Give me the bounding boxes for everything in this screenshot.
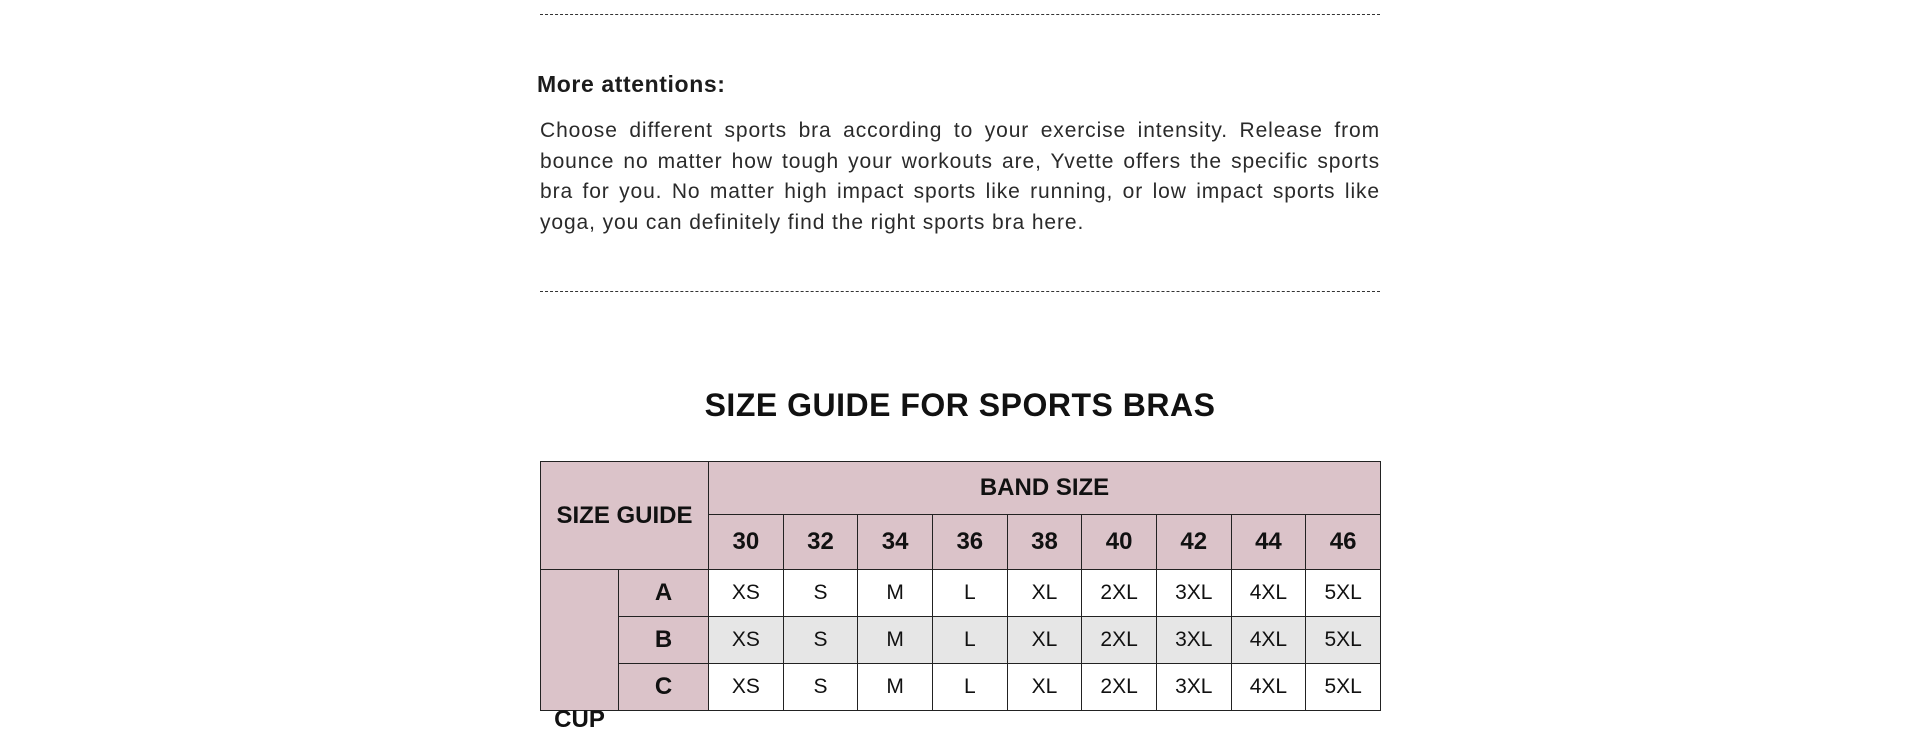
size-cell: S xyxy=(783,664,858,711)
size-cell: 4XL xyxy=(1231,664,1306,711)
size-guide-corner-label: SIZE GUIDE xyxy=(541,462,709,570)
table-row xyxy=(541,570,1381,617)
attentions-body-text: Choose different sports bra according to your exercise intensity. Release from bounce no matter how tough your workouts are, Yvette offers the specific sports bra for you. No matter high impact sports like running, or low impact sports like yoga, you can definitely find the right sports bra here. xyxy=(540,119,1380,234)
size-cell: M xyxy=(858,570,933,617)
divider-dashed-bottom xyxy=(540,291,1380,292)
cup-label-text: CUP xyxy=(554,706,605,733)
size-cell: 5XL xyxy=(1306,570,1381,617)
size-cell: 2XL xyxy=(1082,664,1157,711)
size-cell: XL xyxy=(1007,617,1082,664)
size-cell: S xyxy=(783,570,858,617)
band-size-header: BAND SIZE xyxy=(709,462,1381,515)
size-cell: 3XL xyxy=(1156,617,1231,664)
band-size-cell: 46 xyxy=(1306,515,1381,570)
size-guide-title: SIZE GUIDE FOR SPORTS BRAS xyxy=(704,387,1216,423)
size-cell: L xyxy=(932,664,1007,711)
band-header-row xyxy=(541,462,1381,515)
band-size-cell: 40 xyxy=(1082,515,1157,570)
band-size-cell: 34 xyxy=(858,515,933,570)
cup-letter-cell: C xyxy=(619,664,709,711)
size-cell: XL xyxy=(1007,570,1082,617)
size-cell: 2XL xyxy=(1082,617,1157,664)
cup-label xyxy=(541,570,619,733)
size-cell: L xyxy=(932,570,1007,617)
size-cell: XS xyxy=(709,617,784,664)
size-cell: S xyxy=(783,617,858,664)
size-cell: L xyxy=(932,617,1007,664)
band-size-cell: 42 xyxy=(1156,515,1231,570)
band-size-cell: 32 xyxy=(783,515,858,570)
size-cell: 3XL xyxy=(1156,664,1231,711)
size-cell: 5XL xyxy=(1306,664,1381,711)
content-column xyxy=(537,0,1380,733)
size-cell: XS xyxy=(709,664,784,711)
size-cell: 2XL xyxy=(1082,570,1157,617)
size-cell: 3XL xyxy=(1156,570,1231,617)
table-row xyxy=(541,617,1381,664)
size-cell: M xyxy=(858,664,933,711)
size-cell: M xyxy=(858,617,933,664)
size-guide-table xyxy=(540,461,1381,733)
size-cell: XS xyxy=(709,570,784,617)
band-size-cell: 30 xyxy=(709,515,784,570)
cup-letter-cell: B xyxy=(619,617,709,664)
band-size-cell: 36 xyxy=(932,515,1007,570)
table-row xyxy=(541,664,1381,711)
cup-letter-cell: A xyxy=(619,570,709,617)
band-size-cell: 38 xyxy=(1007,515,1082,570)
size-cell: 4XL xyxy=(1231,570,1306,617)
size-cell: 4XL xyxy=(1231,617,1306,664)
band-size-cell: 44 xyxy=(1231,515,1306,570)
attentions-heading: More attentions: xyxy=(537,71,726,97)
divider-dashed-top xyxy=(540,14,1380,15)
size-cell: 5XL xyxy=(1306,617,1381,664)
size-cell: XL xyxy=(1007,664,1082,711)
